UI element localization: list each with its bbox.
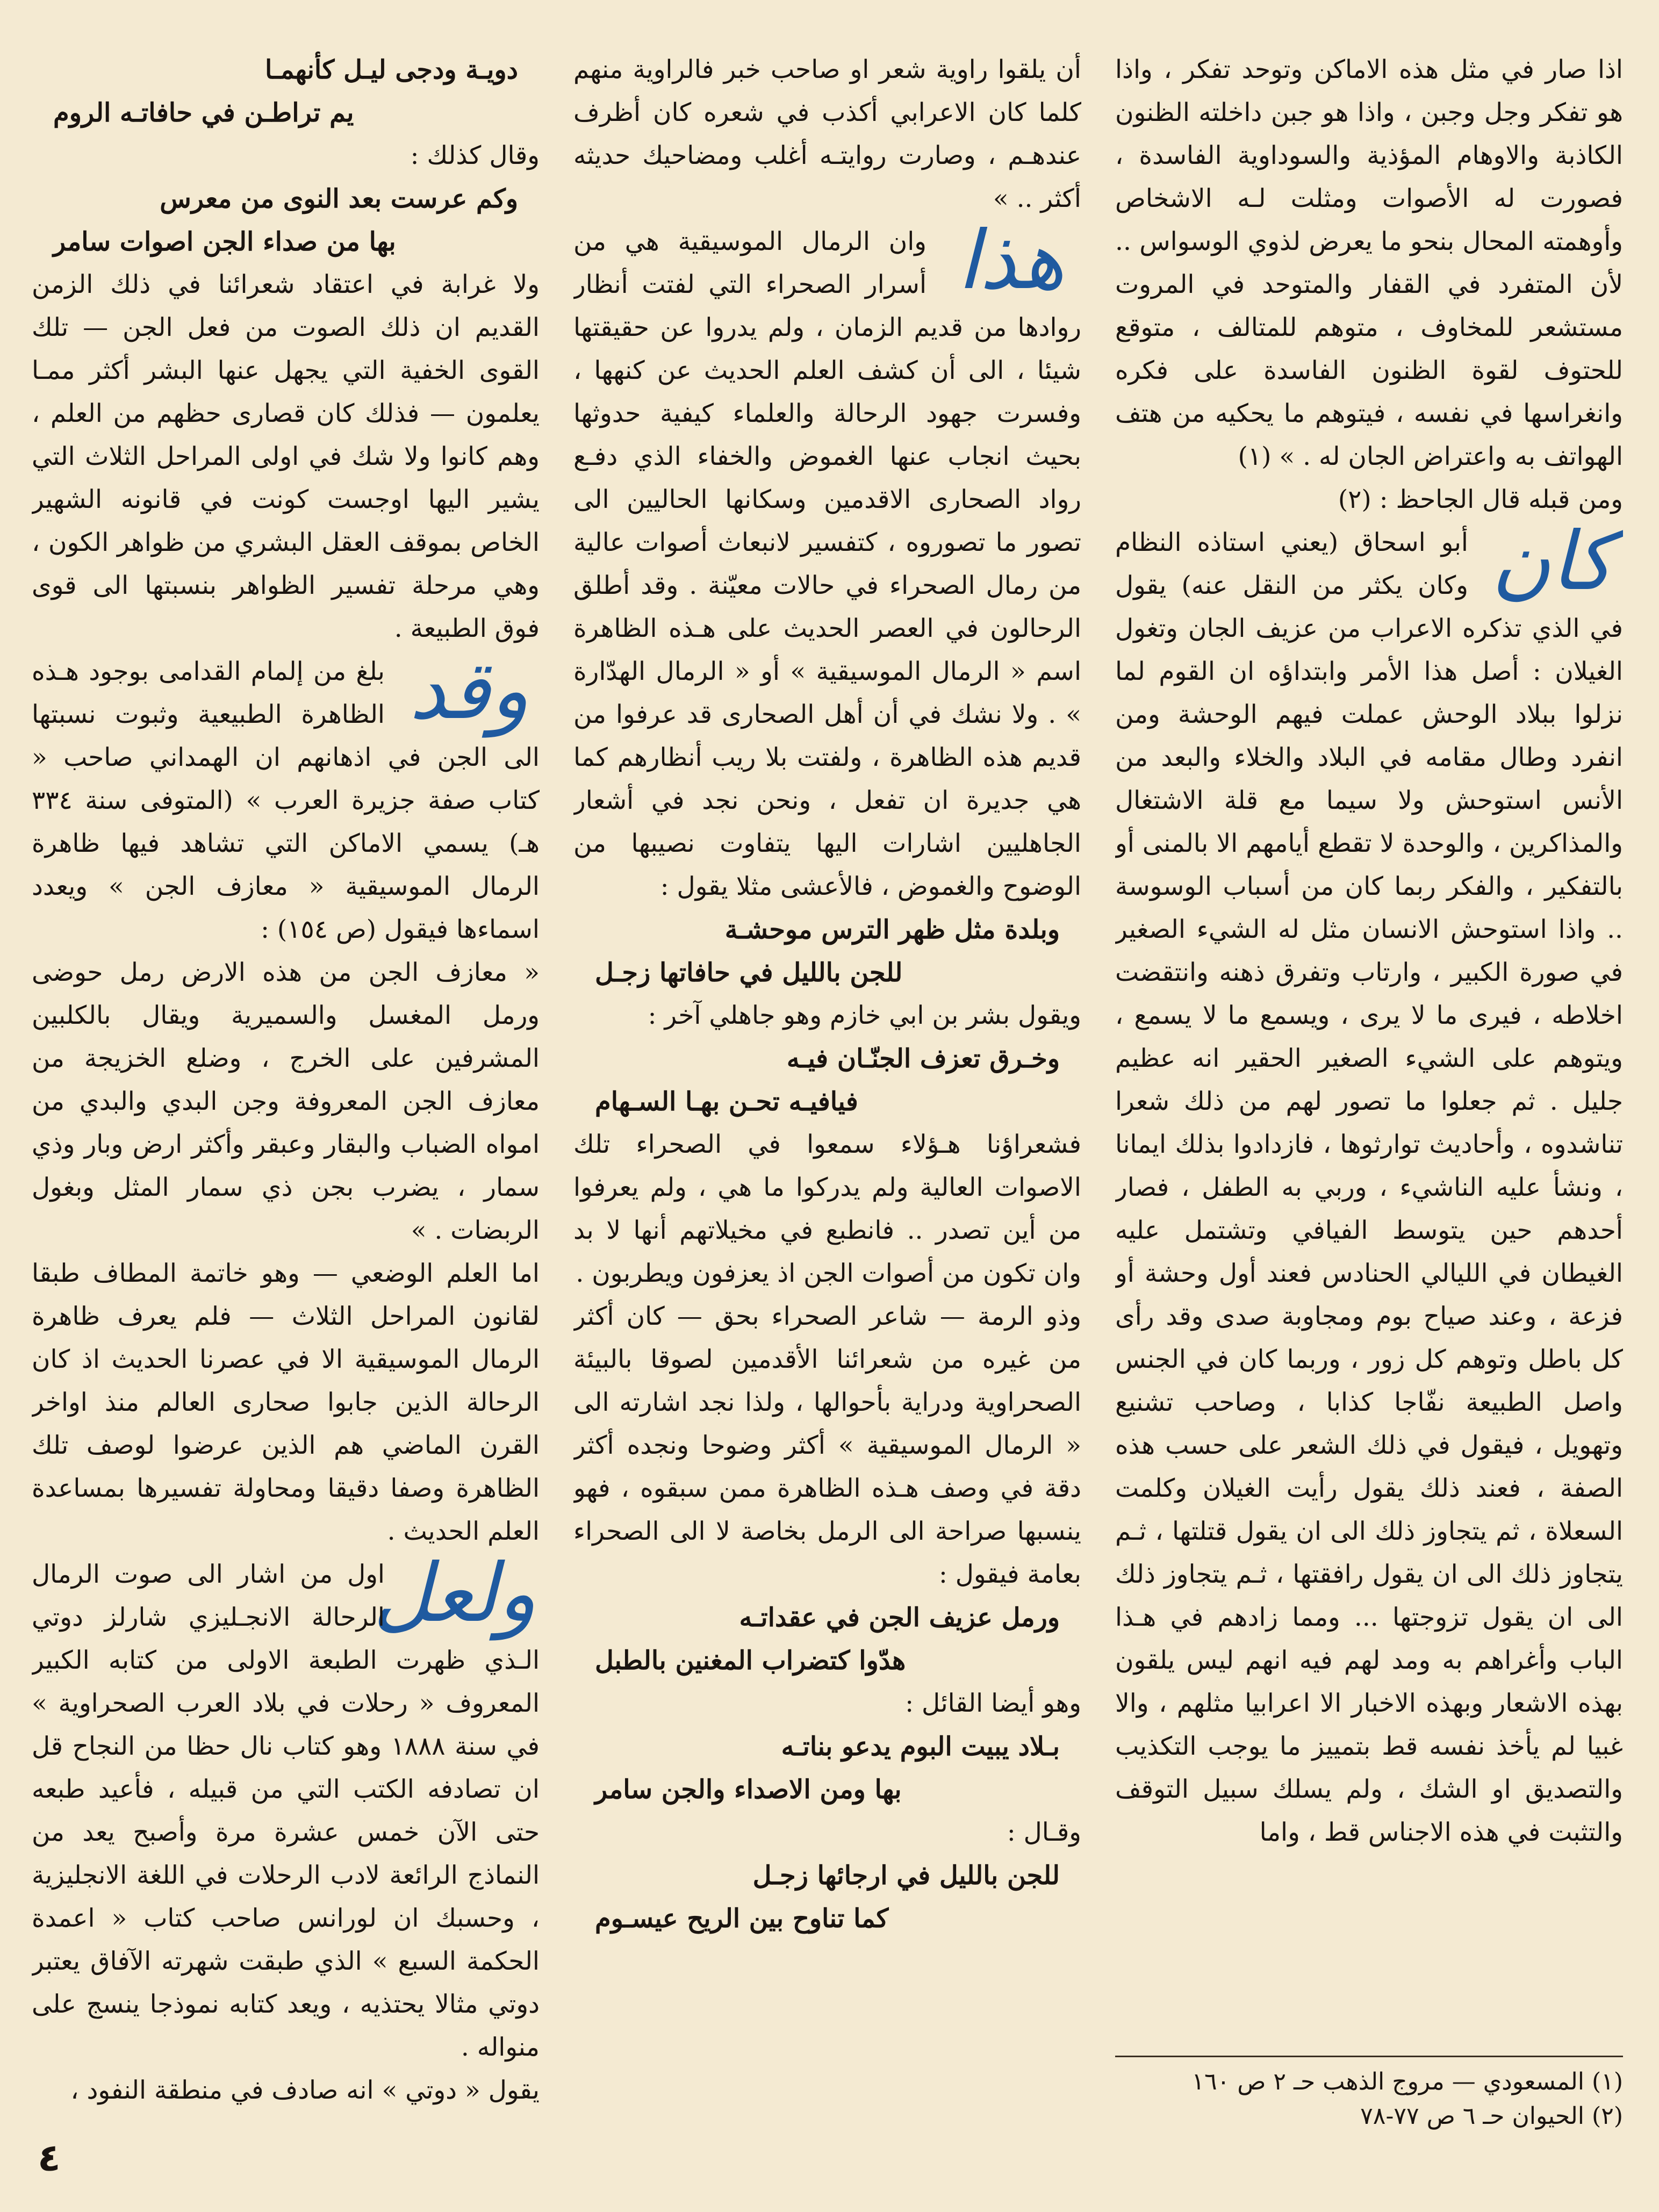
decorative-dropcap: كان <box>1491 515 1614 608</box>
paragraph: أن يلقوا راوية شعر او صاحب خبر فالراوية منهم كلما كان الاعرابي أكذب في شعره كان أظرف عندهـم ، وصارت روايتـه أغلب ومضاحيك حديثه أكثر .. » <box>573 55 1081 213</box>
paragraph: أبو اسحاق (يعني استاذه النظام وكان يكثر من النقل عنه) يقول في الذي تذكره الاعراب من عزيف الجان وتغول الغيلان : أصل هذا الأمر وابتداؤه ان القوم لما نزلوا ببلاد الوحش عملت فيهم الوحشة ومن انفرد وطال مقامه في البلاد والخلاء والبعد من الأنس استوحش ولا سيما مع قلة الاشتغال والمذاكرين ، والوحدة لا تقطع أيامهم الا بالمنى أو بالتفكير ، والفكر ربما كان من أسباب الوسوسة .. واذا استوحش الانسان مثل له الشيء الصغير في صورة الكبير ، وارتاب وتفرق ذهنه وانتقضت اخلاطه ، فيرى ما لا يرى ، ويسمع ما لا يسمع ، ويتوهم على الشيء الصغير الحقير انه عظيم جليل . ثم جعلوا ما تصور لهم من ذلك شعرا تناشدوه ، وأحاديث توارثوها ، فازدادوا بذلك ايمانا ، ونشأ عليه الناشيء ، وربي به الطفل ، فصار أحدهم حين يتوسط الفيافي وتشتمل عليه الغيطان في الليالي الحنادس فعند أول وحشة أو فزعة ، وعند صياح بوم ومجاوبة صدى وقد رأى كل باطل وتوهم كل زور ، وربما كان في الجنس واصل الطبيعة نفّاجا كذابا ، وصاحب تشنيع وتهويل ، فيقول في ذلك الشعر على حسب هذه الصفة ، فعند ذلك يقول رأيت الغيلان وكلمت السعلاة ، ثم يتجاوز ذلك الى ان يقول قتلتها ، ثـم يتجاوز ذلك الى ان يقول رافقتها ، ثـم يتجاوز ذلك الى ان يقول تزوجتها ... ومما زادهم في هـذا الباب وأغراهم به ومد لهم فيه انهم ليس يلقون بهذه الاشعار وبهذه الاخبار الا اعرابيا مثلهم ، والا غبيا لم يأخذ نفسه قط بتمييز ما يوجب التكذيب والتصديق او الشك ، ولم يسلك سبيل التوقف والتثبت في هذه الاجناس قط ، واما <box>1115 528 1623 1847</box>
paragraph: ولا غرابة في اعتقاد شعرائنا في ذلك الزمن القديم ان ذلك الصوت من فعل الجن — تلك القوى الخفية التي يجهل عنها البشر أكثر ممـا يعلمون — فذلك كان قصارى حظهم من العلم ، وهم كانوا ولا شك في اولى المراحل الثلاث التي يشير اليها اوجست كونت في قانونه الشهير الخاص بموقف العقل البشري من ظواهر الكون ، وهي مرحلة تفسير الظواهر بنسبتها الى قوى فوق الطبيعة . <box>32 270 540 643</box>
dropcap-paragraph <box>32 1547 540 2069</box>
column-right <box>1115 48 1623 2123</box>
dropcap-paragraph <box>573 214 1081 908</box>
page-number: ٤ <box>38 2136 61 2180</box>
column-left <box>32 48 540 2123</box>
footnote: (٢) الحيوان حـ ٦ ص ٧٧-٧٨ <box>1360 2102 1623 2130</box>
verse-second-hemistich: يم تراطـن في حافاتـه الروم <box>53 98 354 128</box>
paragraph: اما العلم الوضعي — وهو خاتمة المطاف طبقا لقانون المراحل الثلاث — فلم يعرف ظاهرة الرمال الموسيقية الا في عصرنا الحديث اذ كان الرحالة الذين جابوا صحارى العالم منذ اواخر القرن الماضي هم الذين عرضوا لوصف تلك الظاهرة وصفا دقيقا ومحاولة تفسيرها بمساعدة العلم الحديث . <box>32 1259 540 1546</box>
decorative-dropcap: هذا <box>957 214 1065 307</box>
decorative-dropcap: ولعل <box>372 1547 536 1640</box>
verse-first-hemistich: دويـة ودجى ليـل كأنهمـا <box>265 55 518 85</box>
paragraph: ويقول بشر بن ابي خازم وهو جاهلي آخر : <box>648 1001 1081 1030</box>
verse-second-hemistich: كما تناوح بين الريح عيسـوم <box>595 1904 889 1934</box>
paragraph: وقـال : <box>1007 1818 1081 1847</box>
verse-first-hemistich: للجن بالليل في ارجائها زجـل <box>752 1861 1060 1891</box>
verse-first-hemistich: وكم عرست بعد النوى من معرس <box>160 184 518 214</box>
paragraph: يقول « دوتي » انه صادف في منطقة النفود ، <box>70 2075 540 2105</box>
decorative-dropcap: وقد <box>409 644 529 737</box>
paragraph: اذا صار في مثل هذه الاماكن وتوحد تفكر ، واذا هو تفكر وجل وجبن ، واذا هو جبن داخلته الظنون الكاذبة والاوهام المؤذية والسوداوية الفاسدة ، فصورت له الأصوات ومثلت لـه الاشخاص وأوهمته المحال بنحو ما يعرض لذوي الوسواس .. لأن المتفرد في القفار والمتوحد في المروت مستشعر للمخاوف ، متوهم للمتالف ، متوقع للحتوف لقوة الظنون الفاسدة على فكره وانغراسها في نفسه ، فيتوهم ما يحكيه من هتف الهواتف به واعتراض الجان له . » (١) <box>1115 55 1623 471</box>
verse-second-hemistich: فيافيـه تحـن بهـا السـهام <box>595 1087 858 1117</box>
paragraph: وان الرمال الموسيقية هي من أسرار الصحراء التي لفتت أنظار روادها من قديم الزمان ، ولم يدروا عن حقيقتها شيئا ، الى أن كشف العلم الحديث عن كنهها ، وفسرت جهود الرحالة والعلماء كيفية حدوثها بحيث انجاب عنها الغموض والخفاء الذي دفـع رواد الصحارى الاقدمين وسكانها الحاليين الى تصور ما تصوروه ، كتفسير لانبعاث أصوات عالية من رمال الصحراء في حالات معيّنة . وقد أطلق الرحالون في العصر الحديث على هـذه الظاهرة اسم « الرمال الموسيقية » أو « الرمال الهدّارة » . ولا نشك في أن أهل الصحارى قد عرفوا من قديم هذه الظاهرة ، ولفتت بلا ريب أنظارهم كما هي جديرة ان تفعل ، ونحن نجد في أشعار الجاهليين اشارات اليها يتفاوت نصيبها من الوضوح والغموض ، فالأعشى مثلا يقول : <box>573 227 1081 901</box>
paragraph: اول من اشار الى صوت الرمال الرحالة الانجـليزي شارلز دوتي الـذي ظهرت الطبعة الاولى من كتابه الكبير المعروف « رحلات في بلاد العرب الصحراوية » في سنة ١٨٨٨ وهو كتاب نال حظا من النجاح قل ان تصادفه الكتب التي من قبيله ، فأعيد طبعه حتى الآن خمس عشرة مرة وأصبح يعد من النماذج الرائعة لادب الرحلات في اللغة الانجليزية ، وحسبك ان لورانس صاحب كتاب « اعمدة الحكمة السبع » الذي طبقت شهرته الآفاق يعتبر دوتي مثالا يحتذيه ، ويعد كتابه نموذجا ينسج على منواله . <box>32 1560 540 2062</box>
column-middle <box>573 48 1081 2123</box>
verse-second-hemistich: للجن بالليل في حافاتها زجـل <box>595 958 903 988</box>
verse-first-hemistich: وبلدة مثل ظهر الترس موحشـة <box>724 915 1060 945</box>
verse-second-hemistich: بها من صداء الجن اصوات سامر <box>53 227 396 257</box>
paragraph: وقال كذلك : <box>410 141 540 170</box>
paragraph: وهو أيضا القائل : <box>905 1689 1081 1718</box>
paragraph: « معازف الجن من هذه الارض رمل حوضى ورمل المغسل والسميرية ويقال بالكلبين المشرفين على الخرج ، وضلع الخزيجة من معازف الجن المعروفة وجن البدي والبدي من امواه الضباب والبقار وعبقر وأكثر ارض وبار وذي سمار ، يضرب بجن ذي سمار المثل وبغول الربضات . » <box>32 958 540 1245</box>
verse-second-hemistich: بها ومن الاصداء والجن سامر <box>595 1775 902 1805</box>
paragraph: بلغ من إلمام القدامى بوجود هـذه الظاهرة الطبيعية وثبوت نسبتها الى الجن في اذهانهم ان الهمداني صاحب « كتاب صفة جزيرة العرب » (المتوفى سنة ٣٣٤ هـ) يسمي الاماكن التي تشاهد فيها ظاهرة الرمال الموسيقية « معازف الجن » ويعدد اسماءها فيقول (ص ١٥٤) : <box>32 657 540 944</box>
dropcap-paragraph <box>1115 515 1623 1854</box>
verse-first-hemistich: بـلاد يبيت البوم يدعو بناتـه <box>781 1732 1060 1762</box>
footnotes <box>1115 2056 1623 2134</box>
magazine-page <box>32 48 1623 2155</box>
verse-first-hemistich: ورمل عزيف الجن في عقداتـه <box>739 1603 1060 1633</box>
dropcap-paragraph <box>32 644 540 951</box>
footnote: (١) المسعودي — مروج الذهب حـ ٢ ص ١٦٠ <box>1191 2068 1623 2095</box>
verse-first-hemistich: وخـرق تعزف الجنّـان فيـه <box>786 1044 1060 1074</box>
verse-second-hemistich: هدّوا كتضراب المغنين بالطبل <box>595 1646 906 1676</box>
paragraph: ومن قبله قال الجاحظ : (٢) <box>1338 485 1623 514</box>
paragraph: فشعراؤنا هـؤلاء سمعوا في الصحراء تلك الاصوات العالية ولم يدركوا ما هي ، ولم يعرفوا من أين تصدر .. فانطبع في مخيلاتهم أنها لا بد وان تكون من أصوات الجن اذ يعزفون ويطربون . <box>573 1130 1081 1288</box>
paragraph: وذو الرمة — شاعر الصحراء بحق — كان أكثر من غيره من شعرائنا الأقدمين لصوقا بالبيئة الصحراوية ودراية بأحوالها ، ولذا نجد اشارته الى « الرمال الموسيقية » أكثر وضوحا ونجده أكثر دقة في وصف هـذه الظاهرة ممن سبقوه ، فهو ينسبها صراحة الى الرمل بخاصة لا الى الصحراء بعامة فيقول : <box>573 1302 1081 1589</box>
